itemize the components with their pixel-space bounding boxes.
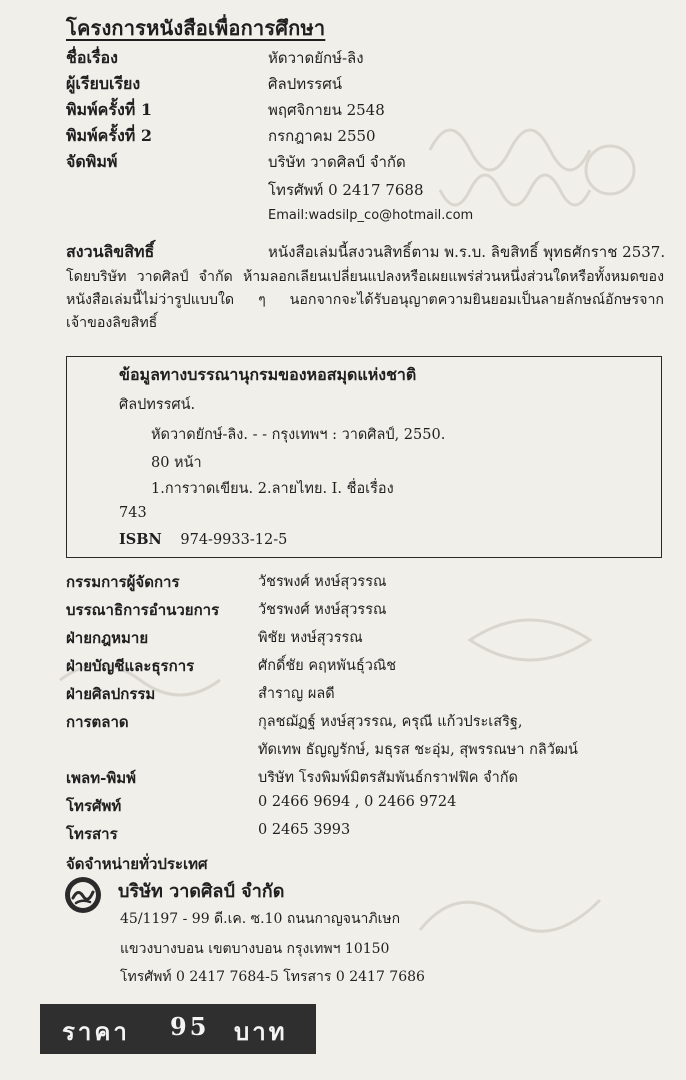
distributor-company: บริษัท วาดศิลป์ จำกัด xyxy=(118,881,285,902)
catalog-box xyxy=(66,356,662,558)
phone-label: โทรศัพท์ xyxy=(66,797,122,815)
price-label: ราคา xyxy=(62,1017,130,1046)
price-unit: บาท xyxy=(234,1017,288,1046)
distributor-address-1: 45/1197 - 99 ดี.เค. ซ.10 ถนนกาญจนาภิเษก xyxy=(120,911,401,927)
catalog-author: ศิลปทรรศน์. xyxy=(119,397,196,413)
info-label: พิมพ์ครั้งที่ 2 xyxy=(66,126,152,145)
staff-value: ศักดิ์ชัย คฤหพันธุ์วณิช xyxy=(258,658,397,674)
info-label: ผู้เรียบเรียง xyxy=(66,74,141,93)
distributor-address-2: แขวงบางบอน เขตบางบอน กรุงเทพฯ 10150 xyxy=(120,941,390,957)
catalog-heading: ข้อมูลทางบรรณานุกรมของหอสมุดแห่งชาติ xyxy=(119,365,417,384)
phone-value: 0 2466 9694 , 0 2466 9724 xyxy=(258,794,457,810)
copyright-first-line: หนังสือเล่มนี้สงวนสิทธิ์ตาม พ.ร.บ. ลิขสิทธิ์ พุทธศักราช 2537. xyxy=(268,243,666,261)
info-value: ศิลปทรรศน์ xyxy=(268,75,343,93)
publisher-logo-icon xyxy=(64,876,102,914)
catalog-subjects: 1.การวาดเขียน. 2.ลายไทย. I. ชื่อเรื่อง xyxy=(151,481,394,497)
staff-label: ฝ่ายศิลปกรรม xyxy=(66,685,156,703)
staff-value: วัชรพงศ์ หงษ์สุวรรณ xyxy=(258,574,387,590)
staff-value: สำราญ ผลดี xyxy=(258,686,335,702)
staff-label: บรรณาธิการอำนวยการ xyxy=(66,601,220,619)
catalog-pages: 80 หน้า xyxy=(151,455,202,471)
staff-label: การตลาด xyxy=(66,713,129,731)
catalog-isbn-row xyxy=(119,531,287,548)
price-amount: 95 xyxy=(170,1012,210,1041)
marketing-line-2: ทัดเทพ ธัญญรักษ์, มธุรส ชะอุ่ม, สุพรรณษา กลิวัฒน์ xyxy=(258,742,578,758)
staff-label: ฝ่ายบัญชีและธุรการ xyxy=(66,657,195,675)
staff-value: พิชัย หงษ์สุวรรณ xyxy=(258,630,363,646)
info-value: กรกฎาคม 2550 xyxy=(268,127,376,145)
fax-value: 0 2465 3993 xyxy=(258,822,351,838)
info-label: พิมพ์ครั้งที่ 1 xyxy=(66,100,152,119)
info-label: ชื่อเรื่อง xyxy=(66,48,118,67)
fax-label: โทรสาร xyxy=(66,825,118,843)
staff-value: กุลชฌัฏฐ์ หงษ์สุวรรณ, ครุณี แก้วประเสริฐ, xyxy=(258,714,523,730)
staff-label: ฝ่ายกฎหมาย xyxy=(66,629,149,647)
info-value: หัดวาดยักษ์-ลิง xyxy=(268,49,364,67)
publisher-email: Email:wadsilp_co@hotmail.com xyxy=(268,208,474,223)
staff-label: กรรมการผู้จัดการ xyxy=(66,573,180,591)
series-title: โครงการหนังสือเพื่อการศึกษา xyxy=(66,16,326,40)
copyright-body: โดยบริษัท วาดศิลป์ จำกัด ห้ามลอกเลียนเปลี่ยนแปลงหรือเผยแพร่ส่วนหนึ่งส่วนใดหรือทั้งหมดของหนังสือเล่มนี้ไม่ว่ารูปแบบใด ๆ นอกจากจะได้รับอนุญาตความยินยอมเป็นลายลักษณ์อักษรจากเจ้าของลิขสิทธิ์ xyxy=(66,269,664,331)
price-bar xyxy=(40,1004,316,1054)
printing-label: เพลท-พิมพ์ xyxy=(66,769,136,787)
info-value: บริษัท วาดศิลป์ จำกัด xyxy=(268,153,406,171)
isbn-label: ISBN xyxy=(119,531,162,548)
info-value: พฤศจิกายน 2548 xyxy=(268,101,385,119)
isbn-value: 974-9933-12-5 xyxy=(180,532,288,548)
distributor-contact: โทรศัพท์ 0 2417 7684-5 โทรสาร 0 2417 7686 xyxy=(120,969,425,985)
info-label: จัดพิมพ์ xyxy=(66,152,118,171)
publisher-phone: โทรศัพท์ 0 2417 7688 xyxy=(268,181,424,199)
printing-value: บริษัท โรงพิมพ์มิตรสัมพันธ์กราฟฟิค จำกัด xyxy=(258,770,518,786)
catalog-class-number: 743 xyxy=(119,505,147,521)
catalog-title-line: หัดวาดยักษ์-ลิง. - - กรุงเทพฯ : วาดศิลป์, 2550. xyxy=(151,427,446,443)
staff-value: วัชรพงศ์ หงษ์สุวรรณ xyxy=(258,602,387,618)
distribution-label: จัดจำหน่ายทั่วประเทศ xyxy=(66,855,208,873)
copyright-label: สงวนลิขสิทธิ์ xyxy=(66,242,155,261)
